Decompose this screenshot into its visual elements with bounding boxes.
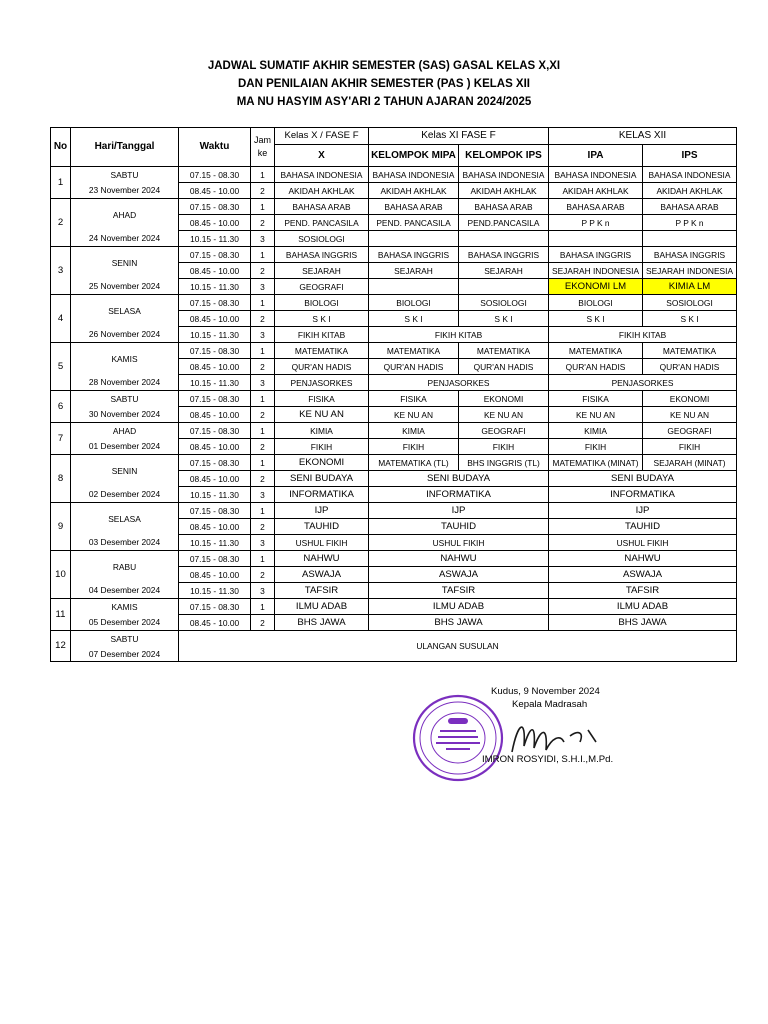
subject-xii: USHUL FIKIH: [549, 535, 737, 551]
subject-x: BAHASA ARAB: [275, 199, 369, 215]
period-number: 3: [251, 487, 275, 503]
time-slot: 10.15 - 11.30: [179, 231, 251, 247]
subject-xi: IJP: [369, 503, 549, 519]
subject-xii-ipa: EKONOMI LM: [549, 279, 643, 295]
table-row: [51, 535, 737, 551]
time-slot: 07.15 - 08.30: [179, 295, 251, 311]
table-row: [51, 487, 737, 503]
header-ips: IPS: [643, 145, 737, 167]
table-row: [51, 455, 737, 471]
subject-xii-ips: AKIDAH AKHLAK: [643, 183, 737, 199]
subject-xi-ips: BAHASA INDONESIA: [459, 167, 549, 183]
period-number: 1: [251, 391, 275, 407]
day-name: KAMIS: [71, 343, 179, 375]
subject-x: PEND. PANCASILA: [275, 215, 369, 231]
document-title: [0, 57, 768, 111]
subject-xi-mipa: QUR'AN HADIS: [369, 359, 459, 375]
time-slot: 08.45 - 10.00: [179, 471, 251, 487]
period-number: 1: [251, 455, 275, 471]
subject-xi-mipa: FIKIH: [369, 439, 459, 455]
time-slot: 08.45 - 10.00: [179, 567, 251, 583]
period-number: 1: [251, 167, 275, 183]
day-name: RABU: [71, 551, 179, 583]
period-number: 3: [251, 327, 275, 343]
subject-x: BAHASA INDONESIA: [275, 167, 369, 183]
day-date: 02 Desember 2024: [71, 487, 179, 503]
table-row: [51, 167, 737, 183]
subject-x: SENI BUDAYA: [275, 471, 369, 487]
subject-xii-ips: SEJARAH (MINAT): [643, 455, 737, 471]
subject-xii-ipa: KE NU AN: [549, 407, 643, 423]
row-number: 4: [51, 295, 71, 343]
row-number: 1: [51, 167, 71, 199]
subject-xii: ASWAJA: [549, 567, 737, 583]
table-row: [51, 599, 737, 615]
subject-xi-mipa: BAHASA INDONESIA: [369, 167, 459, 183]
madrasah-stamp: [412, 692, 504, 784]
table-row: [51, 583, 737, 599]
time-slot: 08.45 - 10.00: [179, 263, 251, 279]
row-number: 7: [51, 423, 71, 455]
subject-xi-mipa: MATEMATIKA: [369, 343, 459, 359]
subject-x: SEJARAH: [275, 263, 369, 279]
subject-xi-mipa: SEJARAH: [369, 263, 459, 279]
row-number: 2: [51, 199, 71, 247]
subject-xi: SENI BUDAYA: [369, 471, 549, 487]
subject-xi: INFORMATIKA: [369, 487, 549, 503]
row-number: 3: [51, 247, 71, 295]
period-number: 1: [251, 247, 275, 263]
subject-xii: NAHWU: [549, 551, 737, 567]
subject-xi: FIKIH KITAB: [369, 327, 549, 343]
table-row: [51, 423, 737, 439]
footer-role: Kepala Madrasah: [512, 699, 588, 710]
period-number: 1: [251, 551, 275, 567]
subject-x: BAHASA INGGRIS: [275, 247, 369, 263]
subject-xii-ipa: SEJARAH INDONESIA: [549, 263, 643, 279]
subject-xii-ips: BAHASA INGGRIS: [643, 247, 737, 263]
subject-x: EKONOMI: [275, 455, 369, 471]
time-slot: 08.45 - 10.00: [179, 311, 251, 327]
row-number: 5: [51, 343, 71, 391]
subject-x: TAFSIR: [275, 583, 369, 599]
day-date: 30 November 2024: [71, 407, 179, 423]
subject-x: ILMU ADAB: [275, 599, 369, 615]
subject-xii: FIKIH KITAB: [549, 327, 737, 343]
subject-xi-ips: EKONOMI: [459, 391, 549, 407]
period-number: 1: [251, 343, 275, 359]
period-number: 3: [251, 279, 275, 295]
subject-x: BIOLOGI: [275, 295, 369, 311]
subject-x: TAUHID: [275, 519, 369, 535]
subject-xi: BHS JAWA: [369, 615, 549, 631]
subject-x: KIMIA: [275, 423, 369, 439]
header-kelas-xii: KELAS XII: [549, 128, 737, 145]
subject-xii-ipa: BAHASA INGGRIS: [549, 247, 643, 263]
period-number: 2: [251, 215, 275, 231]
subject-xi-ips: QUR'AN HADIS: [459, 359, 549, 375]
day-name: SELASA: [71, 503, 179, 535]
subject-xii: TAUHID: [549, 519, 737, 535]
subject-xi: TAFSIR: [369, 583, 549, 599]
subject-xii-ips: S K I: [643, 311, 737, 327]
subject-xii: IJP: [549, 503, 737, 519]
time-slot: 10.15 - 11.30: [179, 279, 251, 295]
subject-xii-ips: FIKIH: [643, 439, 737, 455]
subject-xi-mipa: [369, 279, 459, 295]
subject-x: SOSIOLOGI: [275, 231, 369, 247]
subject-xi: USHUL FIKIH: [369, 535, 549, 551]
subject-xi-ips: BAHASA INGGRIS: [459, 247, 549, 263]
subject-x: USHUL FIKIH: [275, 535, 369, 551]
subject-xii-ipa: BAHASA ARAB: [549, 199, 643, 215]
subject-xi-mipa: BIOLOGI: [369, 295, 459, 311]
table-row: [51, 615, 737, 631]
subject-xi-ips: MATEMATIKA: [459, 343, 549, 359]
title-line-1: JADWAL SUMATIF AKHIR SEMESTER (SAS) GASAL KELAS X,XI: [207, 60, 561, 72]
subject-xii-ips: EKONOMI: [643, 391, 737, 407]
subject-x: S K I: [275, 311, 369, 327]
subject-xii: SENI BUDAYA: [549, 471, 737, 487]
row-number: 10: [51, 551, 71, 599]
header-waktu: Waktu: [179, 128, 251, 167]
time-slot: 07.15 - 08.30: [179, 503, 251, 519]
day-name: SELASA: [71, 295, 179, 327]
subject-xi-ips: [459, 231, 549, 247]
subject-x: QUR'AN HADIS: [275, 359, 369, 375]
subject-xi-ips: GEOGRAFI: [459, 423, 549, 439]
subject-xii-ipa: S K I: [549, 311, 643, 327]
subject-xi-mipa: BAHASA INGGRIS: [369, 247, 459, 263]
period-number: 1: [251, 503, 275, 519]
subject-xii: ILMU ADAB: [549, 599, 737, 615]
period-number: 2: [251, 615, 275, 631]
subject-xii: TAFSIR: [549, 583, 737, 599]
subject-xi: NAHWU: [369, 551, 549, 567]
time-slot: 07.15 - 08.30: [179, 391, 251, 407]
row-number: 8: [51, 455, 71, 503]
time-slot: 07.15 - 08.30: [179, 199, 251, 215]
day-date: 03 Desember 2024: [71, 535, 179, 551]
time-slot: 08.45 - 10.00: [179, 215, 251, 231]
day-date: 07 Desember 2024: [71, 646, 179, 662]
subject-x: KE NU AN: [275, 407, 369, 423]
subject-xii-ips: BAHASA ARAB: [643, 199, 737, 215]
time-slot: 08.45 - 10.00: [179, 519, 251, 535]
day-date: 05 Desember 2024: [71, 615, 179, 631]
subject-xi-mipa: FISIKA: [369, 391, 459, 407]
subject-xii: INFORMATIKA: [549, 487, 737, 503]
table-row: [51, 279, 737, 295]
header-x: X: [275, 145, 369, 167]
time-slot: 07.15 - 08.30: [179, 599, 251, 615]
header-kelompok-ips: KELOMPOK IPS: [459, 145, 549, 167]
period-number: 2: [251, 183, 275, 199]
table-row: [51, 199, 737, 215]
footer-name: IMRON ROSYIDI, S.H.I.,M.Pd.: [482, 754, 614, 765]
table-row: [51, 407, 737, 423]
subject-xii-ipa: FISIKA: [549, 391, 643, 407]
subject-xii-ipa: QUR'AN HADIS: [549, 359, 643, 375]
subject-xi-ips: BAHASA ARAB: [459, 199, 549, 215]
period-number: 2: [251, 263, 275, 279]
title-line-3: MA NU HASYIM ASY'ARI 2 TAHUN AJARAN 2024/2025: [236, 96, 532, 108]
subject-xii-ips: MATEMATIKA: [643, 343, 737, 359]
subject-xi-ips: S K I: [459, 311, 549, 327]
day-date: 04 Desember 2024: [71, 583, 179, 599]
time-slot: 10.15 - 11.30: [179, 327, 251, 343]
subject-xii-ipa: [549, 231, 643, 247]
period-number: 2: [251, 519, 275, 535]
table-row: [51, 343, 737, 359]
time-slot: 07.15 - 08.30: [179, 551, 251, 567]
subject-xii-ips: KIMIA LM: [643, 279, 737, 295]
table-row: [51, 503, 737, 519]
period-number: 3: [251, 375, 275, 391]
subject-xi-mipa: MATEMATIKA (TL): [369, 455, 459, 471]
table-row: [51, 183, 737, 199]
time-slot: 07.15 - 08.30: [179, 167, 251, 183]
subject-x: NAHWU: [275, 551, 369, 567]
time-slot: 07.15 - 08.30: [179, 343, 251, 359]
header-hari-tanggal: Hari/Tanggal: [71, 128, 179, 167]
subject-xii-ips: SOSIOLOGI: [643, 295, 737, 311]
period-number: 2: [251, 439, 275, 455]
subject-xi-mipa: [369, 231, 459, 247]
subject-x: MATEMATIKA: [275, 343, 369, 359]
day-name: KAMIS: [71, 599, 179, 615]
subject-xi: ILMU ADAB: [369, 599, 549, 615]
period-number: 2: [251, 471, 275, 487]
day-date: 28 November 2024: [71, 375, 179, 391]
header-jam-ke: Jam ke: [251, 128, 275, 167]
schedule-table: [50, 127, 737, 662]
subject-x: IJP: [275, 503, 369, 519]
subject-xi: PENJASORKES: [369, 375, 549, 391]
day-date: 26 November 2024: [71, 327, 179, 343]
row-number: 11: [51, 599, 71, 631]
subject-xi-mipa: PEND. PANCASILA: [369, 215, 459, 231]
table-row: [51, 327, 737, 343]
day-date: 25 November 2024: [71, 279, 179, 295]
time-slot: 08.45 - 10.00: [179, 183, 251, 199]
subject-x: FIKIH KITAB: [275, 327, 369, 343]
time-slot: 08.45 - 10.00: [179, 439, 251, 455]
subject-xi-ips: PEND.PANCASILA: [459, 215, 549, 231]
period-number: 1: [251, 295, 275, 311]
period-number: 3: [251, 231, 275, 247]
subject-xi: TAUHID: [369, 519, 549, 535]
day-name: AHAD: [71, 423, 179, 439]
title-line-2: DAN PENILAIAN AKHIR SEMESTER (PAS ) KELAS XII: [238, 78, 530, 90]
period-number: 2: [251, 359, 275, 375]
table-row: [51, 551, 737, 567]
header-kelas-x: Kelas X / FASE F: [275, 128, 369, 145]
row-number: 12: [51, 631, 71, 662]
subject-x: FIKIH: [275, 439, 369, 455]
header-kelompok-mipa: KELOMPOK MIPA: [369, 145, 459, 167]
subject-xii-ipa: BIOLOGI: [549, 295, 643, 311]
time-slot: 08.45 - 10.00: [179, 615, 251, 631]
subject-x: BHS JAWA: [275, 615, 369, 631]
subject-xii-ips: GEOGRAFI: [643, 423, 737, 439]
subject-xii-ipa: KIMIA: [549, 423, 643, 439]
period-number: 2: [251, 407, 275, 423]
table-row: [51, 247, 737, 263]
row-number: 9: [51, 503, 71, 551]
subject-xi-ips: BHS INGGRIS (TL): [459, 455, 549, 471]
table-row: [51, 375, 737, 391]
subject-xii-ips: SEJARAH INDONESIA: [643, 263, 737, 279]
subject-xii-ipa: AKIDAH AKHLAK: [549, 183, 643, 199]
header-no: No: [51, 128, 71, 167]
subject-xi-mipa: AKIDAH AKHLAK: [369, 183, 459, 199]
subject-xi-mipa: KE NU AN: [369, 407, 459, 423]
table-row: [51, 231, 737, 247]
subject-xi-ips: SEJARAH: [459, 263, 549, 279]
subject-xii: PENJASORKES: [549, 375, 737, 391]
day-name: SABTU: [71, 167, 179, 183]
subject-x: ASWAJA: [275, 567, 369, 583]
day-name: SABTU: [71, 631, 179, 647]
footer-place-date: Kudus, 9 November 2024: [491, 686, 600, 697]
subject-xi-ips: FIKIH: [459, 439, 549, 455]
period-number: 2: [251, 567, 275, 583]
row-number: 6: [51, 391, 71, 423]
period-number: 2: [251, 311, 275, 327]
time-slot: 08.45 - 10.00: [179, 407, 251, 423]
time-slot: 08.45 - 10.00: [179, 359, 251, 375]
period-number: 1: [251, 599, 275, 615]
merged-cell: ULANGAN SUSULAN: [179, 631, 737, 662]
time-slot: 07.15 - 08.30: [179, 455, 251, 471]
subject-xi-mipa: S K I: [369, 311, 459, 327]
subject-xii-ipa: MATEMATIKA: [549, 343, 643, 359]
subject-xii-ips: QUR'AN HADIS: [643, 359, 737, 375]
subject-xi-ips: KE NU AN: [459, 407, 549, 423]
time-slot: 07.15 - 08.30: [179, 423, 251, 439]
subject-xii-ipa: BAHASA INDONESIA: [549, 167, 643, 183]
subject-x: GEOGRAFI: [275, 279, 369, 295]
period-number: 1: [251, 199, 275, 215]
header-ipa: IPA: [549, 145, 643, 167]
period-number: 3: [251, 535, 275, 551]
time-slot: 10.15 - 11.30: [179, 583, 251, 599]
table-row: [51, 295, 737, 311]
table-row: [51, 391, 737, 407]
subject-xii: BHS JAWA: [549, 615, 737, 631]
subject-xii-ipa: FIKIH: [549, 439, 643, 455]
header-kelas-xi: Kelas XI FASE F: [369, 128, 549, 145]
subject-xii-ipa: P P K n: [549, 215, 643, 231]
subject-xii-ips: P P K n: [643, 215, 737, 231]
subject-xi: ASWAJA: [369, 567, 549, 583]
subject-xii-ips: KE NU AN: [643, 407, 737, 423]
subject-x: FISIKA: [275, 391, 369, 407]
subject-x: PENJASORKES: [275, 375, 369, 391]
day-name: AHAD: [71, 199, 179, 231]
time-slot: 10.15 - 11.30: [179, 375, 251, 391]
day-date: 01 Desember 2024: [71, 439, 179, 455]
table-row: [51, 439, 737, 455]
day-name: SABTU: [71, 391, 179, 407]
subject-xi-ips: SOSIOLOGI: [459, 295, 549, 311]
day-date: 24 November 2024: [71, 231, 179, 247]
subject-xi-mipa: BAHASA ARAB: [369, 199, 459, 215]
period-number: 3: [251, 583, 275, 599]
day-name: SENIN: [71, 247, 179, 279]
subject-x: INFORMATIKA: [275, 487, 369, 503]
subject-x: AKIDAH AKHLAK: [275, 183, 369, 199]
subject-xi-ips: [459, 279, 549, 295]
day-date: 23 November 2024: [71, 183, 179, 199]
time-slot: 10.15 - 11.30: [179, 487, 251, 503]
table-row: [51, 631, 737, 647]
day-name: SENIN: [71, 455, 179, 487]
subject-xi-ips: AKIDAH AKHLAK: [459, 183, 549, 199]
period-number: 1: [251, 423, 275, 439]
subject-xii-ips: [643, 231, 737, 247]
subject-xii-ips: BAHASA INDONESIA: [643, 167, 737, 183]
time-slot: 07.15 - 08.30: [179, 247, 251, 263]
time-slot: 10.15 - 11.30: [179, 535, 251, 551]
subject-xi-mipa: KIMIA: [369, 423, 459, 439]
subject-xii-ipa: MATEMATIKA (MINAT): [549, 455, 643, 471]
